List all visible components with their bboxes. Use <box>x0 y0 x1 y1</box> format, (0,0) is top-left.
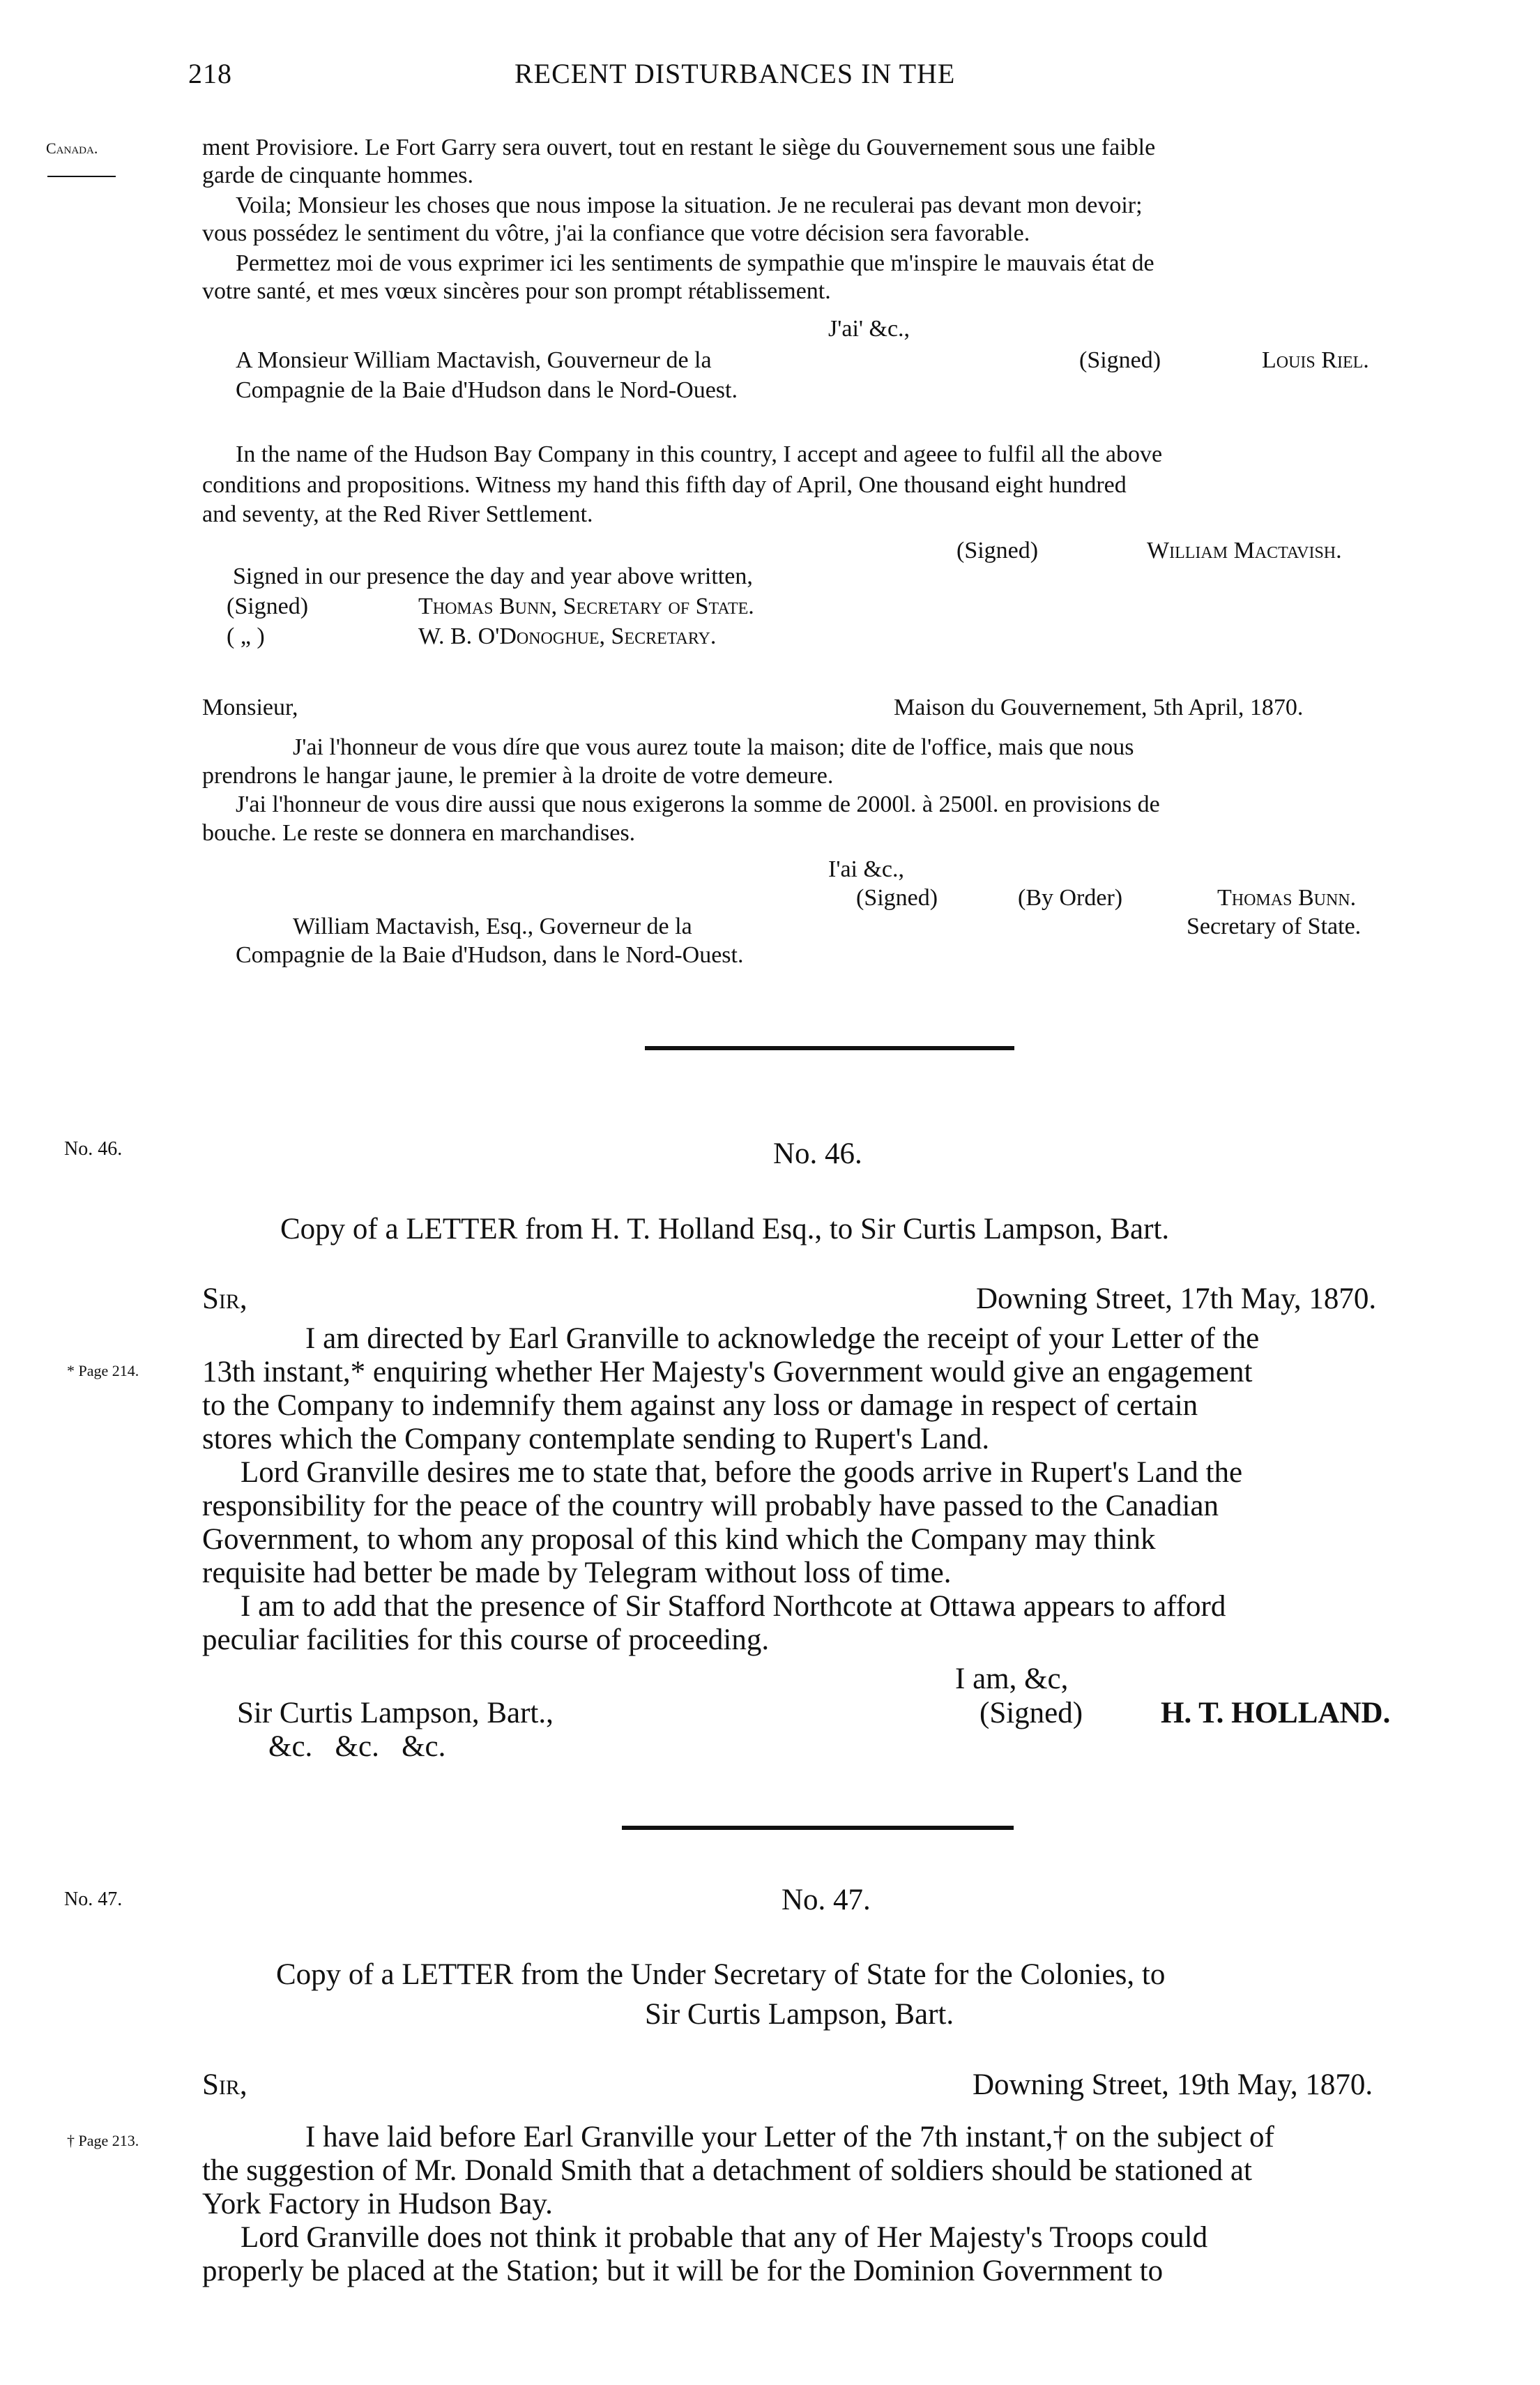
riel-p2-line1: Voila; Monsieur les choses que nous impose la situation. Je ne reculerai pas devant mon devoir; <box>236 192 1143 218</box>
maison-by-order: (By Order) <box>1018 885 1123 911</box>
no47-line2: the suggestion of Mr. Donald Smith that a detachment of soldiers should be stationed at <box>202 2154 1252 2187</box>
no47-title-line1: Copy of a LETTER from the Under Secretary of State for the Colonies, to <box>276 1958 1166 1991</box>
no46-etc: &c. &c. &c. <box>268 1730 446 1763</box>
no46-line2: 13th instant,* enquiring whether Her Majesty's Government would give an engagement <box>202 1356 1253 1388</box>
maison-salutation: Monsieur, <box>202 695 298 720</box>
section-divider <box>645 1046 1014 1050</box>
acceptance-signed: (Signed) <box>956 538 1039 563</box>
maison-addressee-line1: William Mactavish, Esq., Governeur de la <box>293 914 692 939</box>
maison-p1-line2: prendrons le hangar jaune, le premier à la droite de votre demeure. <box>202 763 834 789</box>
witness-intro: Signed in our presence the day and year above written, <box>233 563 753 589</box>
no46-line3: to the Company to indemnify them against any loss or damage in respect of certain <box>202 1389 1198 1422</box>
no46-salutation: Sir, <box>202 1282 247 1315</box>
maison-signatory: Thomas Bunn. <box>1217 885 1357 911</box>
margin-note-no46: No. 46. <box>64 1138 123 1160</box>
margin-rule <box>47 176 116 177</box>
maison-p2-line1: J'ai l'honneur de vous dire aussi que nous exigerons la somme de 2000l. à 2500l. en provisions de <box>236 792 1160 817</box>
no47-line3: York Factory in Hudson Bay. <box>202 2188 553 2220</box>
margin-note-page213: † Page 213. <box>67 2132 139 2149</box>
riel-signatory: Louis Riel. <box>1262 347 1369 373</box>
margin-note-no47: No. 47. <box>64 1888 123 1910</box>
no47-heading: No. 47. <box>782 1884 871 1916</box>
no47-line4: Lord Granville does not think it probable that any of Her Majesty's Troops could <box>241 2221 1208 2254</box>
no47-salutation: Sir, <box>202 2068 247 2101</box>
no46-signatory: H. T. HOLLAND. <box>1161 1697 1391 1729</box>
riel-closing: J'ai' &c., <box>828 316 910 342</box>
no46-line1: I am directed by Earl Granville to acknowledge the receipt of your Letter of the <box>305 1322 1260 1355</box>
maison-signed: (Signed) <box>856 885 938 911</box>
no47-title-line2: Sir Curtis Lampson, Bart. <box>645 1998 954 2031</box>
maison-closing: I'ai &c., <box>828 856 905 882</box>
acceptance-line1: In the name of the Hudson Bay Company in this country, I accept and ageee to fulfil all the above <box>236 441 1163 467</box>
no47-place-date: Downing Street, 19th May, 1870. <box>973 2068 1373 2101</box>
witness2-name: W. B. O'Donoghue, Secretary. <box>418 623 717 649</box>
no46-addressee: Sir Curtis Lampson, Bart., <box>237 1697 554 1729</box>
no46-heading: No. 46. <box>773 1137 862 1170</box>
riel-p3-line2: votre santé, et mes vœux sincères pour son prompt rétablissement. <box>202 278 831 304</box>
maison-p1-line1: J'ai l'honneur de vous díre que vous aurez toute la maison; dite de l'office, mais que nous <box>293 734 1134 760</box>
no46-place-date: Downing Street, 17th May, 1870. <box>976 1282 1377 1315</box>
riel-addressee-line2: Compagnie de la Baie d'Hudson dans le Nord-Ouest. <box>236 377 738 403</box>
riel-addressee-line1: A Monsieur William Mactavish, Gouverneur de la <box>236 347 712 373</box>
no46-line9: I am to add that the presence of Sir Stafford Northcote at Ottawa appears to afford <box>241 1590 1226 1623</box>
acceptance-line2: conditions and propositions. Witness my hand this fifth day of April, One thousand eight hundred <box>202 472 1127 498</box>
witness2-signed: ( „ ) <box>227 623 265 649</box>
no47-line1: I have laid before Earl Granville your Letter of the 7th instant,† on the subject of <box>305 2121 1274 2153</box>
riel-p1-line2: garde de cinquante hommes. <box>202 162 473 188</box>
no46-closing: I am, &c, <box>955 1663 1069 1695</box>
no46-line6: responsibility for the peace of the country will probably have passed to the Canadian <box>202 1490 1219 1522</box>
no46-line5: Lord Granville desires me to state that, before the goods arrive in Rupert's Land the <box>241 1456 1243 1489</box>
no46-signed: (Signed) <box>979 1697 1083 1729</box>
riel-p1-line1: ment Provisiore. Le Fort Garry sera ouvert, tout en restant le siège du Gouvernement sous une faible <box>202 135 1156 160</box>
riel-p3-line1: Permettez moi de vous exprimer ici les sentiments de sympathie que m'inspire le mauvais état de <box>236 250 1154 276</box>
witness1-name: Thomas Bunn, Secretary of State. <box>418 593 754 619</box>
no46-line8: requisite had better be made by Telegram without loss of time. <box>202 1557 952 1589</box>
margin-note-canada: Canada. <box>46 139 98 157</box>
maison-place-date: Maison du Gouvernement, 5th April, 1870. <box>894 695 1304 720</box>
running-title: RECENT DISTURBANCES IN THE <box>514 58 956 89</box>
no47-line5: properly be placed at the Station; but it will be for the Dominion Government to <box>202 2255 1164 2287</box>
page-number: 218 <box>188 58 232 89</box>
acceptance-line3: and seventy, at the Red River Settlement. <box>202 501 593 527</box>
maison-signatory-title: Secretary of State. <box>1187 914 1362 939</box>
no46-title: Copy of a LETTER from H. T. Holland Esq., to Sir Curtis Lampson, Bart. <box>280 1213 1170 1246</box>
no46-line4: stores which the Company contemplate sending to Rupert's Land. <box>202 1423 990 1455</box>
maison-p2-line2: bouche. Le reste se donnera en marchandises. <box>202 820 636 846</box>
acceptance-signatory: William Mactavish. <box>1147 538 1342 563</box>
riel-signed: (Signed) <box>1079 347 1161 373</box>
riel-p2-line2: vous possédez le sentiment du vôtre, j'ai la confiance que votre décision sera favorable. <box>202 220 1030 246</box>
no46-line10: peculiar facilities for this course of proceeding. <box>202 1623 770 1656</box>
section-divider-2 <box>622 1826 1014 1830</box>
margin-note-page214: * Page 214. <box>67 1362 139 1379</box>
no46-line7: Government, to whom any proposal of this kind which the Company may think <box>202 1523 1156 1556</box>
maison-addressee-line2: Compagnie de la Baie d'Hudson, dans le Nord-Ouest. <box>236 942 744 968</box>
witness1-signed: (Signed) <box>227 593 309 619</box>
